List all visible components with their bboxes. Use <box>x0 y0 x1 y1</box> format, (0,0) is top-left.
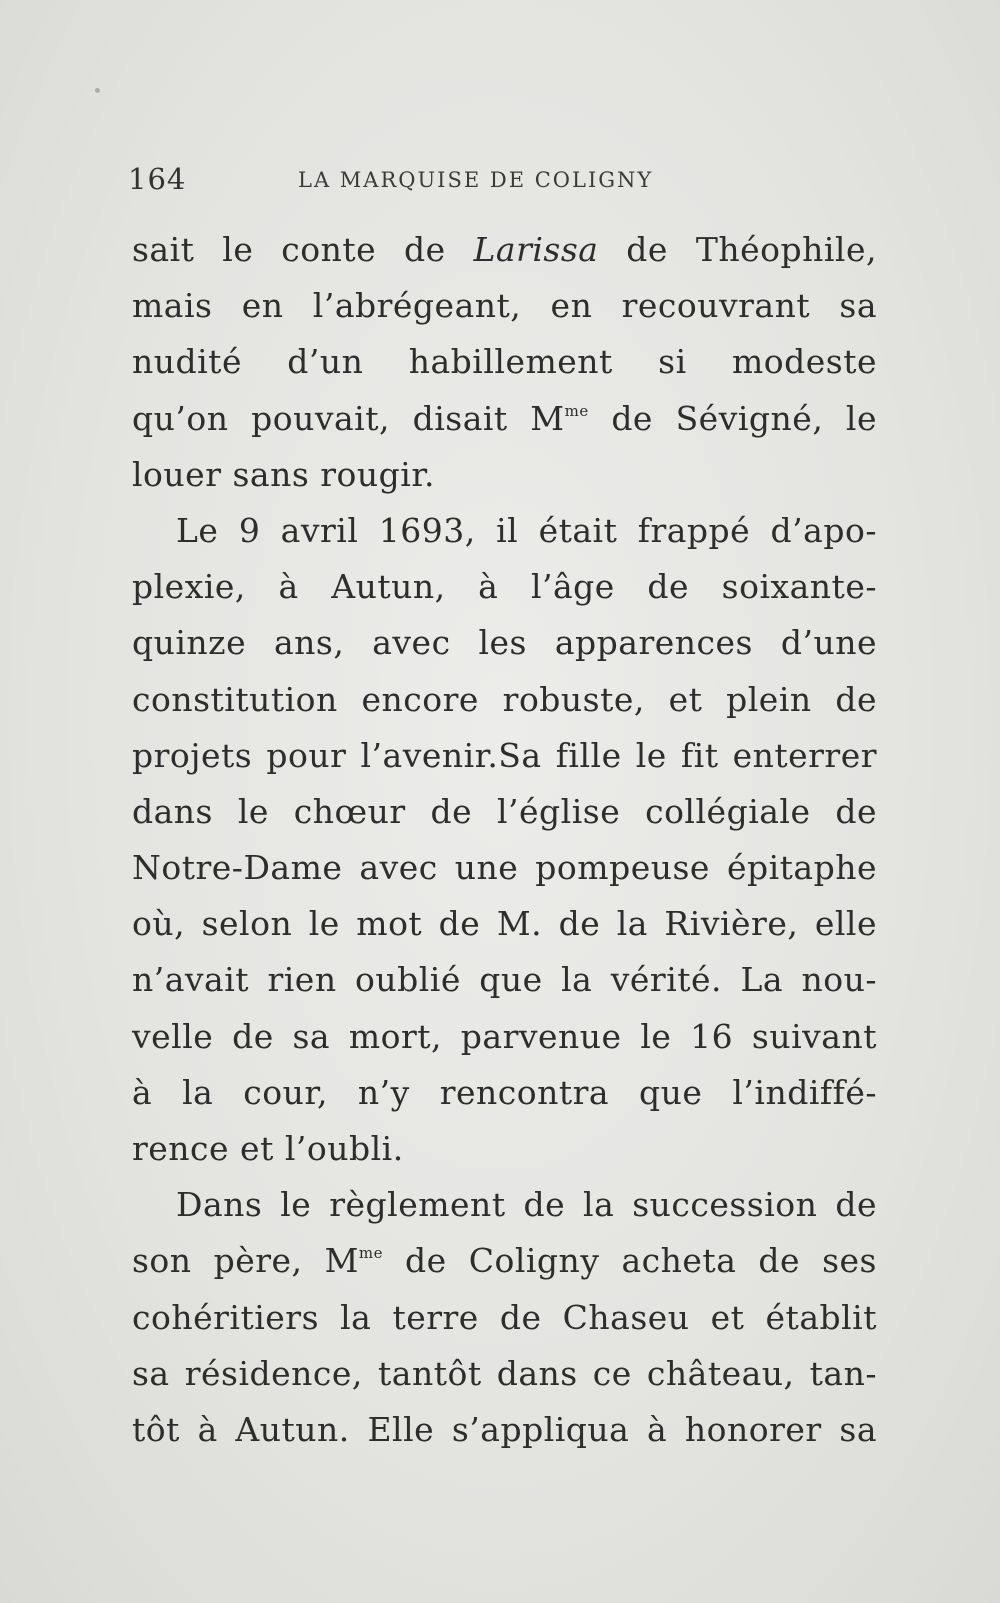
text-line <box>132 222 877 278</box>
text-segment: qu’on pouvait, disait M <box>132 398 565 438</box>
text-line: nudité d’un habillement si modeste <box>132 342 877 382</box>
text-segment: de Sévigné, le <box>588 398 877 438</box>
text-line <box>132 391 877 447</box>
text-segment: de Théophile, <box>598 230 877 269</box>
text-segment: de Coligny acheta de ses <box>382 1241 877 1281</box>
text-line: velle de sa mort, parvenue le 16 suivant <box>132 1016 877 1056</box>
text-line <box>132 1233 877 1289</box>
text-line: Notre-Dame avec une pompeuse épitaphe <box>132 848 877 888</box>
italic-title: Larissa <box>473 230 599 269</box>
superscript: me <box>358 1244 383 1263</box>
text-segment: son père, M <box>132 1241 359 1281</box>
text-line: à la cour, n’y rencontra que l’indiffé- <box>132 1072 877 1112</box>
text-line: n’avait rien oublié que la vérité. La nou- <box>132 960 877 1000</box>
text-line: mais en l’abrégeant, en recouvrant sa <box>132 286 877 326</box>
text-segment: sait le conte de <box>132 230 474 269</box>
text-line: sa résidence, tantôt dans ce château, tan- <box>132 1353 877 1393</box>
text-line: dans le chœur de l’église collégiale de <box>132 791 877 831</box>
body-text <box>132 222 877 1458</box>
superscript: me <box>564 401 589 420</box>
text-line: louer sans rougir. <box>132 454 435 494</box>
paper-speck <box>95 88 100 93</box>
running-title: LA MARQUISE DE COLIGNY <box>298 168 654 192</box>
text-line: rence et l’oubli. <box>132 1129 404 1168</box>
text-line: Dans le règlement de la succession de <box>176 1185 877 1225</box>
text-line: projets pour l’avenir.Sa fille le fit enterrer <box>132 735 877 775</box>
text-line: où, selon le mot de M. de la Rivière, elle <box>132 904 877 944</box>
text-line: quinze ans, avec les apparences d’une <box>132 623 877 663</box>
text-line: Le 9 avril 1693, il était frappé d’apo- <box>176 510 877 550</box>
text-line: tôt à Autun. Elle s’appliqua à honorer sa <box>132 1409 877 1449</box>
page-number: 164 <box>128 162 187 196</box>
text-line: constitution encore robuste, et plein de <box>132 679 877 719</box>
text-line: cohéritiers la terre de Chaseu et établit <box>132 1297 877 1337</box>
running-head <box>128 162 728 202</box>
text-line: plexie, à Autun, à l’âge de soixante- <box>132 567 877 607</box>
